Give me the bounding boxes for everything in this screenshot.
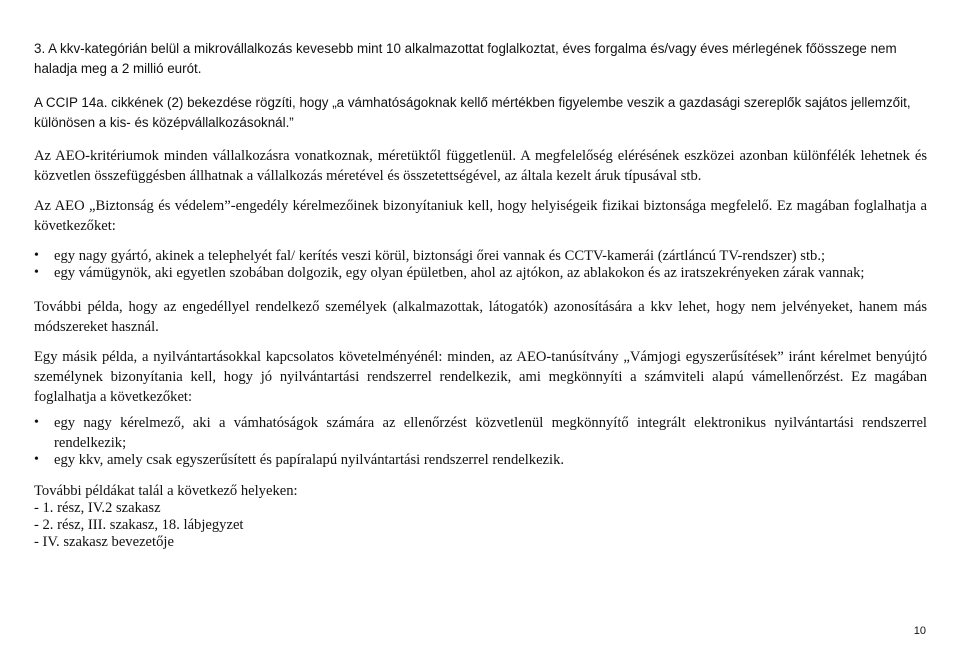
paragraph-security-safety: Az AEO „Biztonság és védelem”-engedély kérelmezőinek bizonyítaniuk kell, hogy helyiségeik fizikai biztonsága megfelelő. Ez magában foglalhatja a következőket:: [34, 198, 927, 234]
list-item-text: egy nagy kérelmező, aki a vámhatóságok számára az ellenőrzést közvetlenül megkönnyítő integrált elektronikus nyilvántartási rendszerrel rendelkezik;: [54, 415, 927, 451]
bullet-icon: •: [34, 248, 39, 263]
further-examples: [34, 483, 927, 551]
page-number: 10: [913, 625, 926, 637]
paragraph-microenterprise-line2: haladja meg a 2 millió eurót.: [34, 61, 202, 76]
list-item-text: egy nagy gyártó, akinek a telephelyét fal/ kerítés veszi körül, biztonsági őrei vannak és CCTV-kamerái (zártláncú TV-rendszer) stb.;: [54, 248, 826, 264]
reference-item: - 2. rész, III. szakasz, 18. lábjegyzet: [34, 517, 244, 533]
reference-item: - IV. szakasz bevezetője: [34, 534, 174, 550]
paragraph-microenterprise-line1: 3. A kkv-kategórián belül a mikrovállalkozás kevesebb mint 10 alkalmazottat foglalkoztat, éves forgalma és/vagy éves mérlegének főösszege nem: [34, 41, 897, 56]
bullet-icon: •: [34, 452, 39, 467]
bullet-icon: •: [34, 265, 39, 280]
paragraph-records-example: Egy másik példa, a nyilvántartásokkal kapcsolatos követelményénél: minden, az AEO-tanúsítvány „Vámjogi egyszerűsítések” iránt kérelmet benyújtó személynek bizonyítania kell, hogy jó nyilvántartási rendszerrel rendelkezik, ami megkönnyíti a számviteli alapú vámellenőrzést. Ez magában foglalhatja a következőket:: [34, 349, 927, 405]
paragraph-aeo-criteria: Az AEO-kritériumok minden vállalkozásra vonatkoznak, méretüktől függetlenül. A megfelelőség elérésének eszközei azonban különfélék lehetnek és közvetlen összefüggésben állhatnak a vállalkozás méretével és összetettségével, az általa kezelt áruk típusával stb.: [34, 148, 927, 184]
bullet-icon: •: [34, 415, 39, 430]
list-item-text: egy kkv, amely csak egyszerűsített és papíralapú nyilvántartási rendszerrel rendelkezik.: [54, 452, 565, 468]
paragraph-identification-example: További példa, hogy az engedéllyel rendelkező személyek (alkalmazottak, látogatók) azonosítására a kkv lehet, hogy nem jelvényeket, hanem más módszereket használ.: [34, 299, 927, 335]
reference-item: - 1. rész, IV.2 szakasz: [34, 500, 161, 516]
list-item-text: egy vámügynök, aki egyetlen szobában dolgozik, egy olyan épületben, ahol az ajtókon, az ablakokon és az iratszekrényeken zárak vannak;: [54, 265, 865, 281]
paragraph-ccip-article: A CCIP 14a. cikkének (2) bekezdése rögzíti, hogy „a vámhatóságoknak kellő mértékben figyelembe veszik a gazdasági szereplők sajátos jellemzőit, különösen a kis- és középvállalkozásoknál.”: [34, 95, 911, 130]
paragraph-microenterprise: [34, 39, 927, 79]
further-examples-heading: További példákat talál a következő helyeken:: [34, 483, 298, 499]
